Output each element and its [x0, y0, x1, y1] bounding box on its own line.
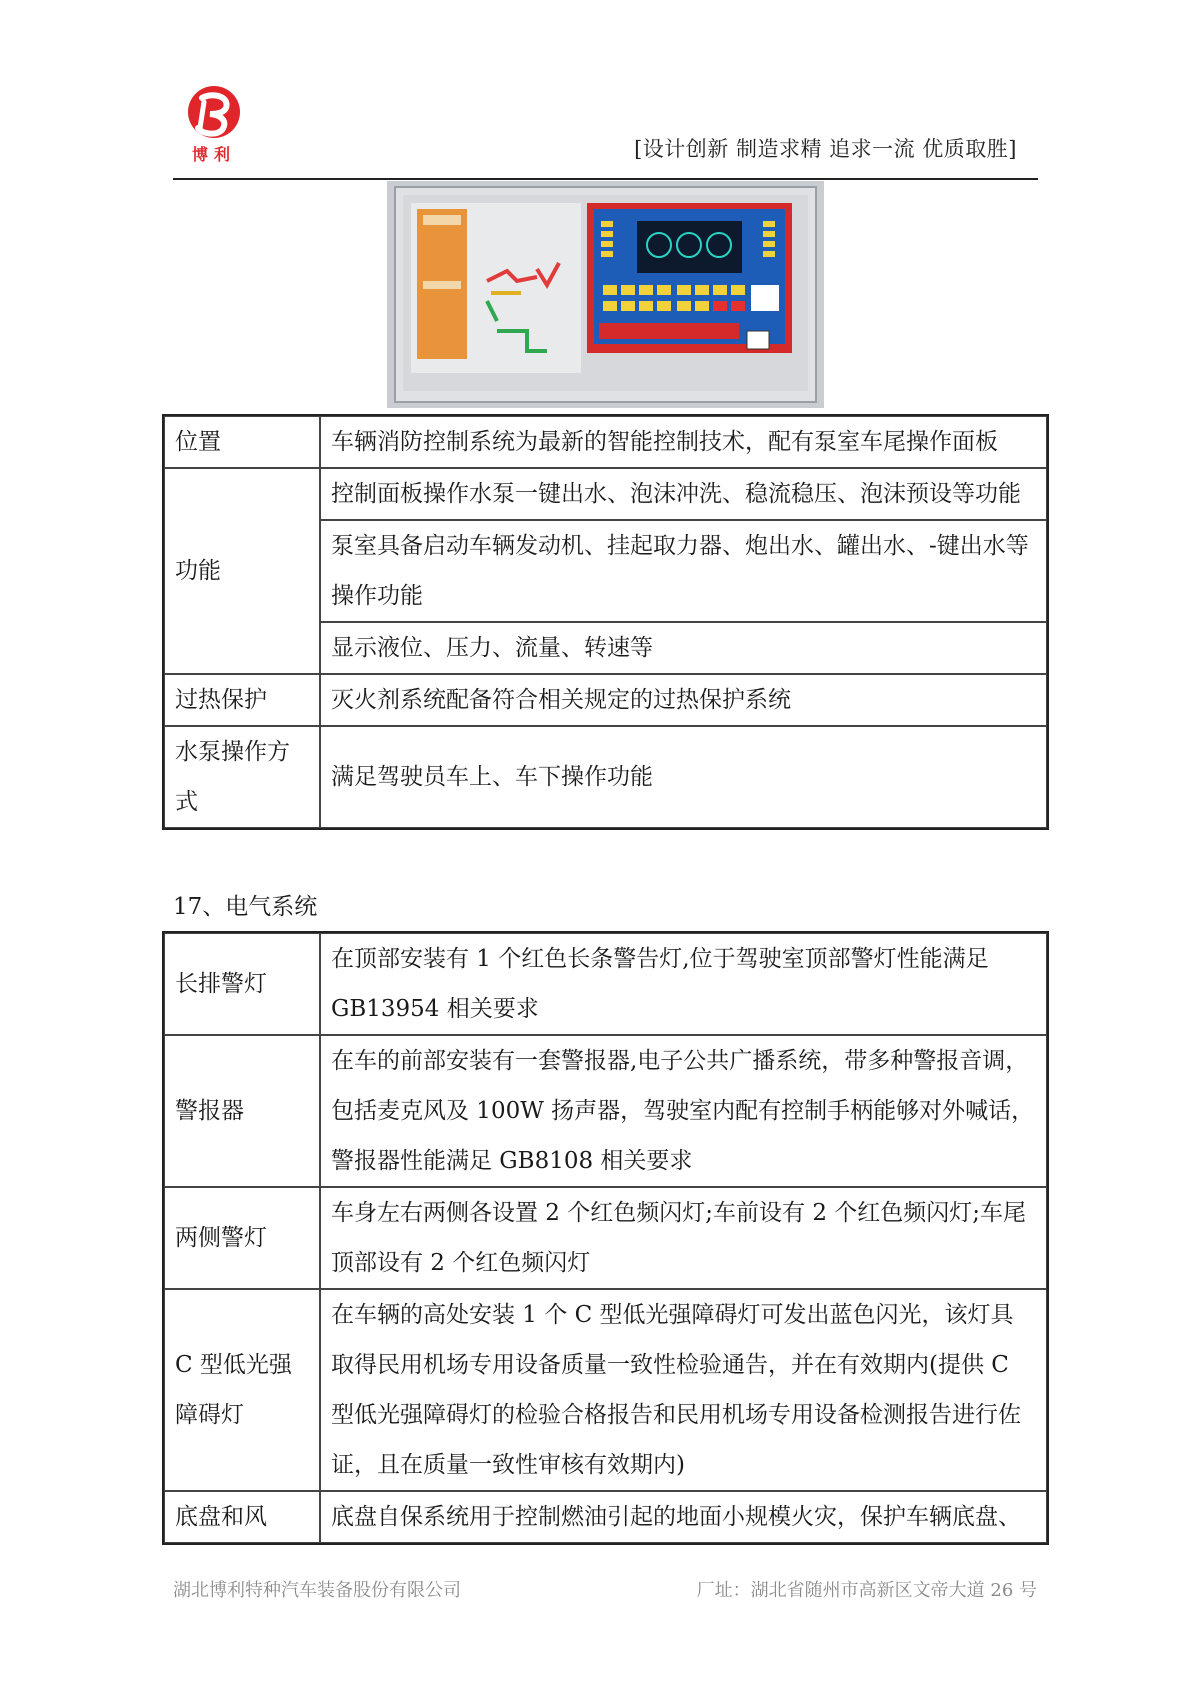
row-label: 功能 — [164, 468, 320, 674]
table-row — [164, 468, 1047, 520]
table-row — [164, 416, 1047, 468]
row-value: 在车的前部安装有一套警报器,电子公共广播系统，带多种警报音调，包括麦克风及 100W 扬声器，驾驶室内配有控制手柄能够对外喊话，警报器性能满足 GB8108 相关要求 — [320, 1035, 1047, 1187]
logo-mark-icon — [178, 84, 250, 164]
control-panel-photo — [387, 181, 824, 408]
row-value: 满足驾驶员车上、车下操作功能 — [320, 726, 1047, 828]
row-label: 过热保护 — [164, 674, 320, 726]
row-value: 控制面板操作水泵一键出水、泡沫冲洗、稳流稳压、泡沫预设等功能 — [320, 468, 1047, 520]
table-row — [164, 674, 1047, 726]
row-label: 警报器 — [164, 1035, 320, 1187]
row-value: 在车辆的高处安装 1 个 C 型低光强障碍灯可发出蓝色闪光，该灯具取得民用机场专用设备质量一致性检验通告，并在有效期内(提供 C 型低光强障碍灯的检验合格报告和民用机场专用设备检测报告进行佐证，且在质量一致性审核有效期内) — [320, 1289, 1047, 1491]
pump-control-spec-table — [162, 414, 1049, 830]
row-label: 水泵操作方式 — [164, 726, 320, 828]
row-value: 在顶部安装有 1 个红色长条警告灯,位于驾驶室顶部警灯性能满足 GB13954 相关要求 — [320, 933, 1047, 1035]
table-row — [164, 933, 1047, 1035]
row-value: 底盘自保系统用于控制燃油引起的地面小规模火灾，保护车辆底盘、 — [320, 1491, 1047, 1543]
row-value: 灭火剂系统配备符合相关规定的过热保护系统 — [320, 674, 1047, 726]
electrical-system-table — [162, 931, 1049, 1545]
row-label: 位置 — [164, 416, 320, 468]
svg-text:博利: 博利 — [191, 145, 237, 164]
row-label: 长排警灯 — [164, 933, 320, 1035]
row-value: 泵室具备启动车辆发动机、挂起取力器、炮出水、罐出水、-键出水等操作功能 — [320, 520, 1047, 622]
footer-address: 厂址：湖北省随州市高新区文帝大道 26 号 — [696, 1580, 1037, 1601]
table-row — [164, 1491, 1047, 1543]
row-value: 车辆消防控制系统为最新的智能控制技术，配有泵室车尾操作面板 — [320, 416, 1047, 468]
header-divider — [173, 178, 1038, 180]
company-slogan: [设计创新 制造求精 追求一流 优质取胜] — [634, 137, 1017, 161]
row-label: 底盘和风 — [164, 1491, 320, 1543]
section-heading: 17、电气系统 — [173, 894, 318, 920]
table-row — [164, 1289, 1047, 1491]
table-row — [164, 1187, 1047, 1289]
table-row — [164, 726, 1047, 828]
table-row — [164, 1035, 1047, 1187]
company-logo — [178, 84, 250, 164]
row-value: 显示液位、压力、流量、转速等 — [320, 622, 1047, 674]
footer-company: 湖北博利特种汽车装备股份有限公司 — [173, 1580, 461, 1601]
row-value: 车身左右两侧各设置 2 个红色频闪灯;车前设有 2 个红色频闪灯;车尾顶部设有 2 个红色频闪灯 — [320, 1187, 1047, 1289]
row-label: 两侧警灯 — [164, 1187, 320, 1289]
row-label: C 型低光强障碍灯 — [164, 1289, 320, 1491]
